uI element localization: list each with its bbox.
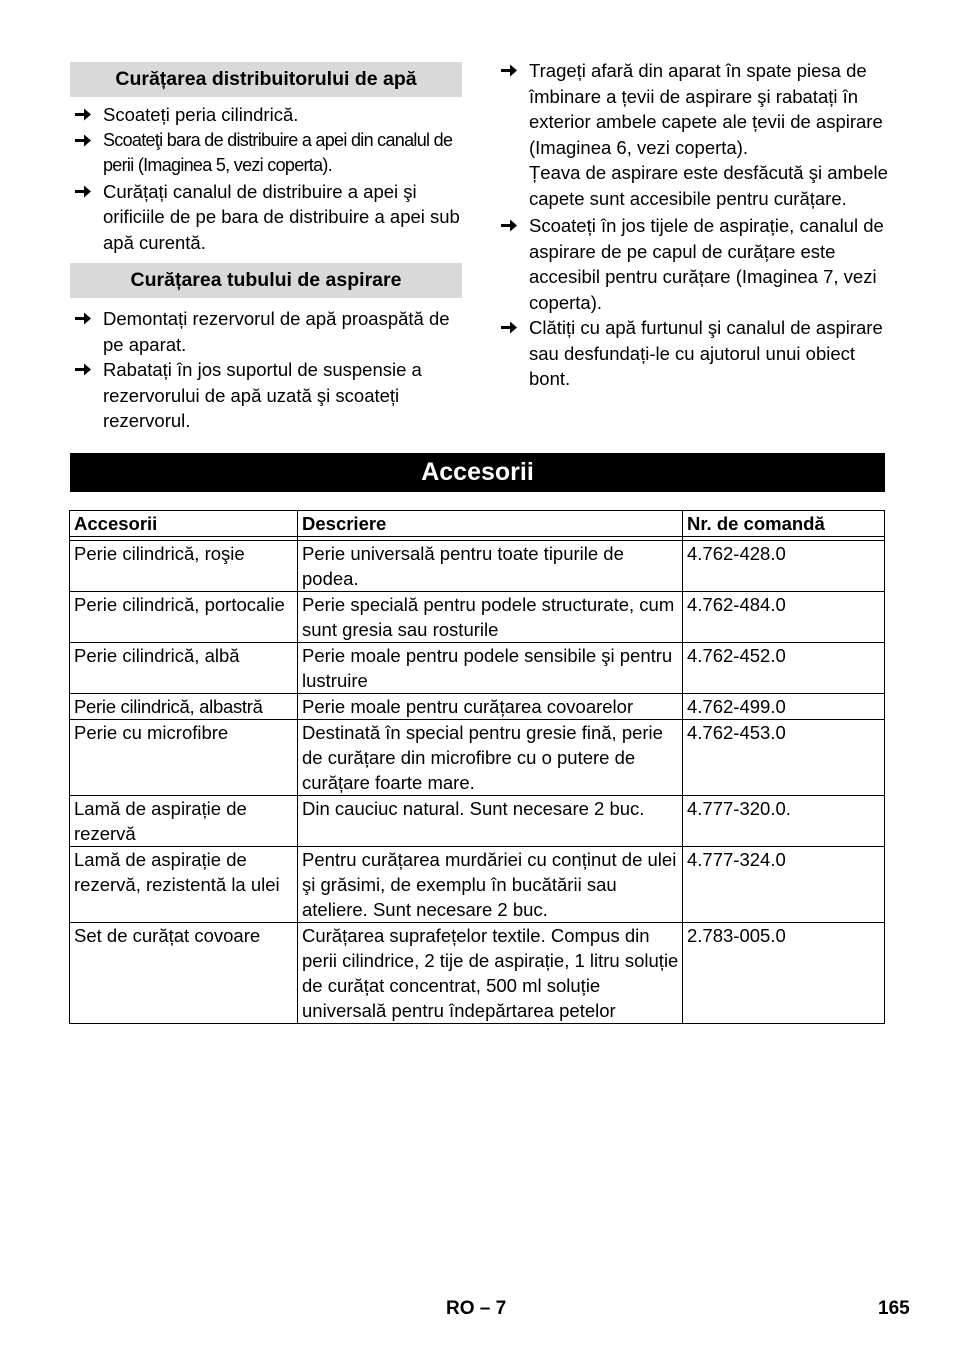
right-column — [496, 58, 888, 392]
list-item: Scoateţi bara de distribuire a apei din canalul de perii (Imaginea 5, vezi coperta). — [70, 128, 462, 179]
table-row — [70, 541, 885, 592]
section-heading-suction-tube: Curățarea tubului de aspirare — [70, 263, 462, 298]
arrow-right-icon — [73, 357, 93, 382]
accessory-order-number: 4.762-452.0 — [683, 643, 885, 694]
table-row — [70, 592, 885, 643]
column-header-accessories: Accesorii — [70, 511, 298, 537]
left-column — [70, 62, 462, 434]
accessory-name: Lamă de aspirație de rezervă, rezistentă la ulei — [70, 847, 298, 923]
accessory-order-number: 4.762-484.0 — [683, 592, 885, 643]
section-heading-distributor: Curățarea distribuitorului de apă — [70, 62, 462, 97]
table-row — [70, 643, 885, 694]
arrow-right-icon — [73, 102, 93, 127]
accessory-description: Din cauciuc natural. Sunt necesare 2 buc. — [298, 796, 683, 847]
accessory-description: Perie moale pentru curățarea covoarelor — [298, 694, 683, 720]
column-header-order-number: Nr. de comandă — [683, 511, 885, 537]
accessory-description: Perie universală pentru toate tipurile de podea. — [298, 541, 683, 592]
accessory-description: Destinată în special pentru gresie fină, perie de curățare din microfibre cu o putere de curățare foarte mare. — [298, 720, 683, 796]
suction-tube-steps — [70, 306, 462, 434]
accessory-name: Perie cilindrică, portocalie — [70, 592, 298, 643]
arrow-right-icon — [499, 58, 519, 83]
table-row — [70, 923, 885, 1024]
accessories-table — [69, 510, 885, 1024]
accessories-title: Accesorii — [70, 453, 885, 492]
accessory-order-number: 4.762-453.0 — [683, 720, 885, 796]
list-item: Scoateți în jos tijele de aspirație, canalul de aspirare de pe capul de curățare este accesibil pentru curățare (Imaginea 7, vezi coperta). — [496, 213, 888, 315]
column-header-description: Descriere — [298, 511, 683, 537]
list-item: Curățați canalul de distribuire a apei şi orificiile de pe bara de distribuire a apei sub apă curentă. — [70, 179, 462, 256]
suction-tube-steps-more — [496, 213, 888, 392]
page-number: 165 — [878, 1298, 910, 1319]
accessory-order-number: 4.762-499.0 — [683, 694, 885, 720]
accessory-description: Pentru curățarea murdăriei cu conținut de ulei şi grăsimi, de exemplu în bucătării sau ateliere. Sunt necesare 2 buc. — [298, 847, 683, 923]
table-header-row — [70, 511, 885, 537]
suction-tube-steps-continued — [496, 58, 888, 160]
accessory-name: Perie cu microfibre — [70, 720, 298, 796]
arrow-right-icon — [73, 128, 93, 153]
list-item: Rabatați în jos suportul de suspensie a rezervorului de apă uzată şi scoateți rezervorul. — [70, 357, 462, 434]
footer-section-label: RO – 7 — [446, 1298, 507, 1319]
list-item: Demontați rezervorul de apă proaspătă de pe aparat. — [70, 306, 462, 357]
list-item: Trageți afară din aparat în spate piesa de îmbinare a țevii de aspirare şi rabatați în exterior ambele capete ale țevii de aspirare (Imaginea 6, vezi coperta). — [496, 58, 888, 160]
table-row — [70, 694, 885, 720]
accessory-description: Curățarea suprafețelor textile. Compus din perii cilindrice, 2 tije de aspirație, 1 litru soluție de curățat concentrat, 500 ml soluție universală pentru îndepărtarea petelor — [298, 923, 683, 1024]
accessory-order-number: 4.777-320.0. — [683, 796, 885, 847]
accessory-order-number: 2.783-005.0 — [683, 923, 885, 1024]
arrow-right-icon — [73, 179, 93, 204]
accessory-name: Set de curățat covoare — [70, 923, 298, 1024]
accessory-name: Perie cilindrică, albă — [70, 643, 298, 694]
accessory-name: Lamă de aspirație de rezervă — [70, 796, 298, 847]
accessory-description: Perie specială pentru podele structurate, cum sunt gresia sau rosturile — [298, 592, 683, 643]
arrow-right-icon — [499, 213, 519, 238]
arrow-right-icon — [499, 315, 519, 340]
list-item: Scoateți peria cilindrică. — [70, 102, 462, 128]
accessory-name: Perie cilindrică, roşie — [70, 541, 298, 592]
result-note: Țeava de aspirare este desfăcută şi ambele capete sunt accesibile pentru curățare. — [529, 162, 888, 209]
accessory-order-number: 4.777-324.0 — [683, 847, 885, 923]
table-row — [70, 796, 885, 847]
accessory-order-number: 4.762-428.0 — [683, 541, 885, 592]
arrow-right-icon — [73, 306, 93, 331]
accessory-name: Perie cilindrică, albastră — [70, 694, 298, 720]
list-item: Clătiți cu apă furtunul şi canalul de aspirare sau desfundați-le cu ajutorul unui obiect bont. — [496, 315, 888, 392]
accessory-description: Perie moale pentru podele sensibile şi pentru lustruire — [298, 643, 683, 694]
table-row — [70, 720, 885, 796]
table-row — [70, 847, 885, 923]
distributor-steps — [70, 102, 462, 255]
